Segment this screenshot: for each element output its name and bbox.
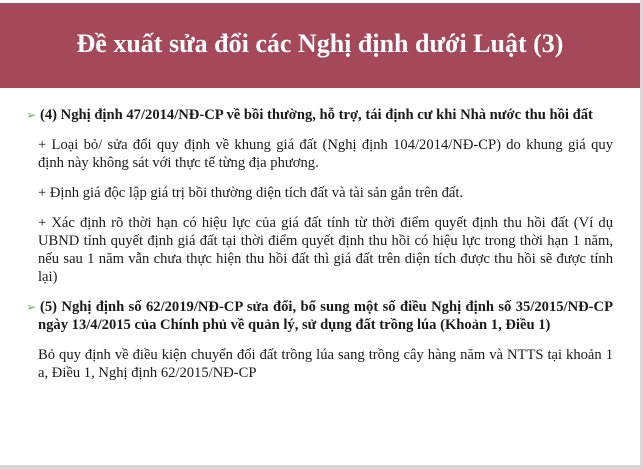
paragraph-text: + Xác định rõ thời hạn có hiệu lực của giá đất tính từ thời điểm quyết định thu hồi đất (Ví dụ UBND tỉnh quyết định giá đất tại thời điểm quyết định thu hồi có hiệu lực trong thời hạn 1 năm, nếu sau 1 năm vẫn chưa thực hiện thu hồi đất thì giá đất trên diện tích được thu hồi sẽ được tính lại) xyxy=(38,215,613,285)
paragraph-text: Bỏ quy định về điều kiện chuyển đổi đất trồng lúa sang trồng cây hàng năm và NTTS tại khoản 1 a, Điều 1, Nghị định 62/2015/NĐ-CP xyxy=(38,347,613,381)
paragraph-land-price-frame xyxy=(38,136,613,172)
paragraph-rice-land-conversion xyxy=(38,346,613,382)
paragraph-text: + Định giá độc lập giá trị bồi thường diện tích đất và tài sản gắn trên đất. xyxy=(38,185,464,201)
arrow-bullet-icon: ➢ xyxy=(26,108,37,122)
arrow-bullet-icon: ➢ xyxy=(26,300,37,314)
paragraph-decree-62 xyxy=(26,298,613,334)
paragraph-decree-47 xyxy=(26,106,613,124)
slide-body xyxy=(26,106,613,394)
paragraph-price-validity xyxy=(38,214,613,286)
paragraph-text: (4) Nghị định 47/2014/NĐ-CP về bồi thường, hỗ trợ, tái định cư khi Nhà nước thu hồi đất xyxy=(40,107,593,123)
slide-title: Đề xuất sửa đổi các Nghị định dưới Luật (3) xyxy=(76,29,564,58)
paragraph-independent-valuation xyxy=(38,184,613,202)
paragraph-text: (5) Nghị định số 62/2019/NĐ-CP sửa đổi, bổ sung một số điều Nghị định số 35/2015/NĐ-CP ngày 13/4/2015 của Chính phủ về quản lý, sử dụng đất trồng lúa (Khoản 1, Điều 1) xyxy=(38,299,613,333)
title-bar xyxy=(0,3,640,88)
slide-bottom-shadow xyxy=(0,465,643,469)
paragraph-text: + Loại bỏ/ sửa đổi quy định về khung giá đất (Nghị định 104/2014/NĐ-CP) do khung giá quy định này không sát với thực tế từng địa phương. xyxy=(38,137,613,171)
